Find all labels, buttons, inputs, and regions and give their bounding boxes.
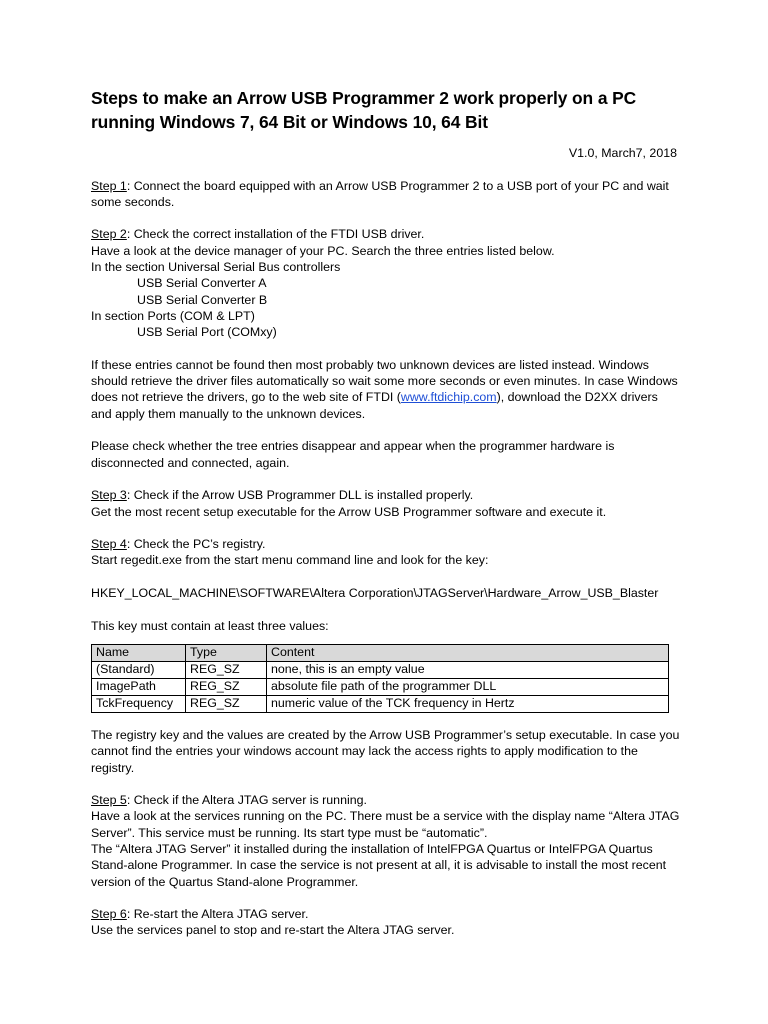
step-3-label: Step 3 xyxy=(91,488,127,503)
step-2-label: Step 2 xyxy=(91,227,127,242)
step-4-paragraph: The registry key and the values are created by the Arrow USB Programmer’s setup executable. In case you cannot find the entries your windows account may lack the access rights to apply modification to the registry. xyxy=(91,727,680,775)
step-5-paragraph-1: Have a look at the services running on the PC. There must be a service with the display name “Altera JTAG Server”. This service must be running. Its start type must be “automatic”. xyxy=(91,809,680,840)
table-row xyxy=(92,695,669,712)
table-row xyxy=(92,661,669,678)
table-cell: (Standard) xyxy=(92,661,186,678)
step-6 xyxy=(91,906,681,922)
step-1 xyxy=(91,178,681,211)
document-page xyxy=(91,86,681,939)
version-date: V1.0, March7, 2018 xyxy=(568,146,677,160)
step-6-text: : Re-start the Altera JTAG server. xyxy=(126,907,309,922)
step-3 xyxy=(91,487,681,503)
table-cell: ImagePath xyxy=(92,678,186,695)
step-2 xyxy=(91,226,681,242)
step-6-label: Step 6 xyxy=(91,907,127,922)
table-cell: REG_SZ xyxy=(186,678,267,695)
step-5 xyxy=(91,792,681,808)
step-5-paragraph-2: The “Altera JTAG Server” it installed during the installation of IntelFPGA Quartus or IntelFPGA Quartus Stand-alone Programmer. In case the service is not present at all, it is advisable to install the most recent version of the Quartus Stand-alone Programmer. xyxy=(91,841,667,889)
table-cell: none, this is an empty value xyxy=(267,661,669,678)
table-header-name: Name xyxy=(92,644,186,661)
step-2-paragraph-2: Please check whether the tree entries disappear and appear when the programmer hardware is disconnected and connected, again. xyxy=(91,439,615,470)
step-3-text: : Check if the Arrow USB Programmer DLL is installed properly. xyxy=(126,488,474,503)
ftdi-link[interactable]: www.ftdichip.com xyxy=(400,390,497,405)
step-6-line-1: Use the services panel to stop and re-start the Altera JTAG server. xyxy=(91,923,455,938)
table-row xyxy=(92,678,669,695)
document-title: Steps to make an Arrow USB Programmer 2 work properly on a PC running Windows 7, 64 Bit or Windows 10, 64 Bit xyxy=(91,88,637,132)
step-4 xyxy=(91,536,681,552)
step-4-line-2: This key must contain at least three values: xyxy=(91,618,329,633)
step-3-line-1: Get the most recent setup executable for the Arrow USB Programmer software and execute it. xyxy=(91,504,607,519)
table-header-content: Content xyxy=(267,644,669,661)
table-cell: numeric value of the TCK frequency in Hertz xyxy=(267,695,669,712)
usb-entry-a: USB Serial Converter A xyxy=(137,276,267,291)
step-2-line-3: In section Ports (COM & LPT) xyxy=(91,308,255,323)
usb-entry-c: USB Serial Port (COMxy) xyxy=(137,325,277,340)
table-header-row xyxy=(92,644,669,661)
step-5-text: : Check if the Altera JTAG server is running. xyxy=(126,793,367,808)
step-2-paragraph-1 xyxy=(91,357,681,422)
table-cell: REG_SZ xyxy=(186,695,267,712)
step-5-label: Step 5 xyxy=(91,793,127,808)
step-2-paragraph-1a: If these entries cannot be found then most probably two unknown devices are listed instead. Windows should retrieve the driver files automatically so wait some more seconds or even minutes. In case Windows does not retrieve the drivers, go to the web site of FTDI ( xyxy=(91,357,678,405)
step-2-text: : Check the correct installation of the FTDI USB driver. xyxy=(126,227,425,242)
step-1-label: Step 1 xyxy=(91,178,127,193)
table-cell: TckFrequency xyxy=(92,695,186,712)
registry-values-table xyxy=(91,644,669,713)
step-4-line-1: Start regedit.exe from the start menu command line and look for the key: xyxy=(91,553,489,568)
usb-entry-b: USB Serial Converter B xyxy=(137,292,268,307)
step-2-line-1: Have a look at the device manager of your PC. Search the three entries listed below. xyxy=(91,243,555,258)
step-4-text: : Check the PC’s registry. xyxy=(126,537,266,552)
registry-key: HKEY_LOCAL_MACHINE\SOFTWARE\Altera Corporation\JTAGServer\Hardware_Arrow_USB_Blaster xyxy=(91,586,659,601)
step-2-paragraph-1b: ), download the D2XX drivers and apply them manually to the unknown devices. xyxy=(91,390,658,421)
step-1-text: : Connect the board equipped with an Arrow USB Programmer 2 to a USB port of your PC and wait some seconds. xyxy=(91,178,669,209)
table-cell: absolute file path of the programmer DLL xyxy=(267,678,669,695)
table-header-type: Type xyxy=(186,644,267,661)
table-cell: REG_SZ xyxy=(186,661,267,678)
step-2-line-2: In the section Universal Serial Bus controllers xyxy=(91,260,341,275)
step-4-label: Step 4 xyxy=(91,537,127,552)
